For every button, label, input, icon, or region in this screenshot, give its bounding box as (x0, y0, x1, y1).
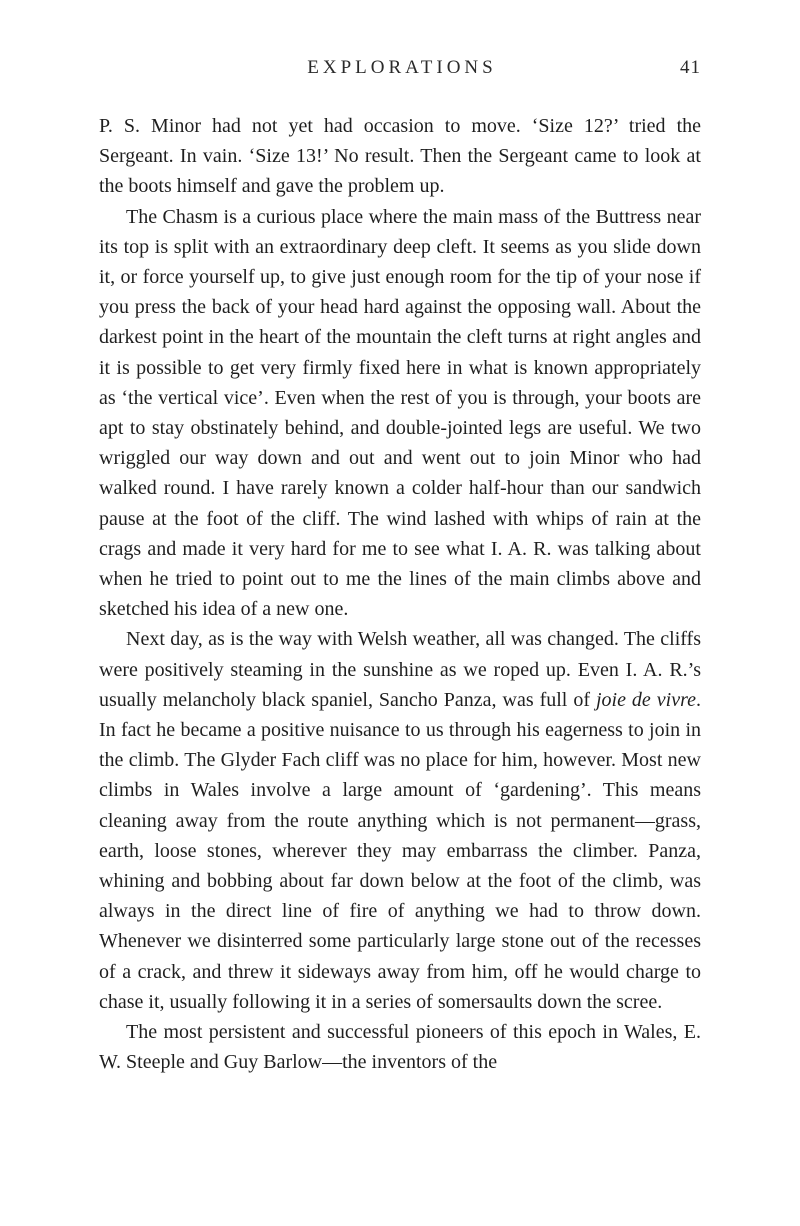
page-number: 41 (680, 57, 701, 78)
text-segment: . In fact he became a positive nuisance to us through his eagerness to join in the climb. The Glyder Fach cliff was no place for him, however. Most new climbs in Wales involve a large amount of ‘gardening’. This means cleaning away from the route anything which is not permanent—grass, earth, loose stones, wherever they may embarrass the climber. Panza, whining and bobbing about far down below at the foot of the climb, was always in the direct line of fire of anything we had to throw down. Whenever we disinterred some particularly large stone out of the recesses of a crack, and threw it sideways away from him, off he would charge to chase it, usually following it in a series of somersaults down the scree. (99, 688, 701, 1013)
paragraph (99, 624, 701, 1017)
text-segment: Next day, as is the way with Welsh weather, all was changed. The cliffs were positively steaming in the sunshine as we roped up. Even I. A. R.’s usually melancholy black spaniel, Sancho Panza, was full of (99, 628, 701, 711)
running-head (99, 57, 701, 83)
text-segment: The most persistent and successful pioneers of this epoch in Wales, E. W. Steeple and Guy Barlow—the inventors of the (99, 1021, 701, 1074)
body-text (99, 111, 701, 1078)
italic-text: joie de vivre (595, 688, 696, 711)
paragraph (99, 111, 701, 202)
text-segment: P. S. Minor had not yet had occasion to move. ‘Size 12?’ tried the Sergeant. In vain. ‘Size 13!’ No result. Then the Sergeant came to look at the boots himself and gave the problem up. (99, 115, 701, 198)
paragraph (99, 202, 701, 625)
text-segment: The Chasm is a curious place where the main mass of the Buttress near its top is split with an extraordinary deep cleft. It seems as you slide down it, or force yourself up, to give just enough room for the tip of your nose if you press the back of your head hard against the opposing wall. About the darkest point in the heart of the mountain the cleft turns at right angles and it is possible to get very firmly fixed here in what is known appropriately as ‘the vertical vice’. Even when the rest of you is through, your boots are apt to stay obstinately behind, and double-jointed legs are useful. We two wriggled our way down and out and went out to join Minor who had walked round. I have rarely known a colder half-hour than our sandwich pause at the foot of the cliff. The wind lashed with whips of rain at the crags and made it very hard for me to see what I. A. R. was talking about when he tried to point out to me the lines of the main climbs above and sketched his idea of a new one. (99, 205, 701, 621)
running-head-title: EXPLORATIONS (307, 57, 497, 78)
paragraph (99, 1017, 701, 1077)
